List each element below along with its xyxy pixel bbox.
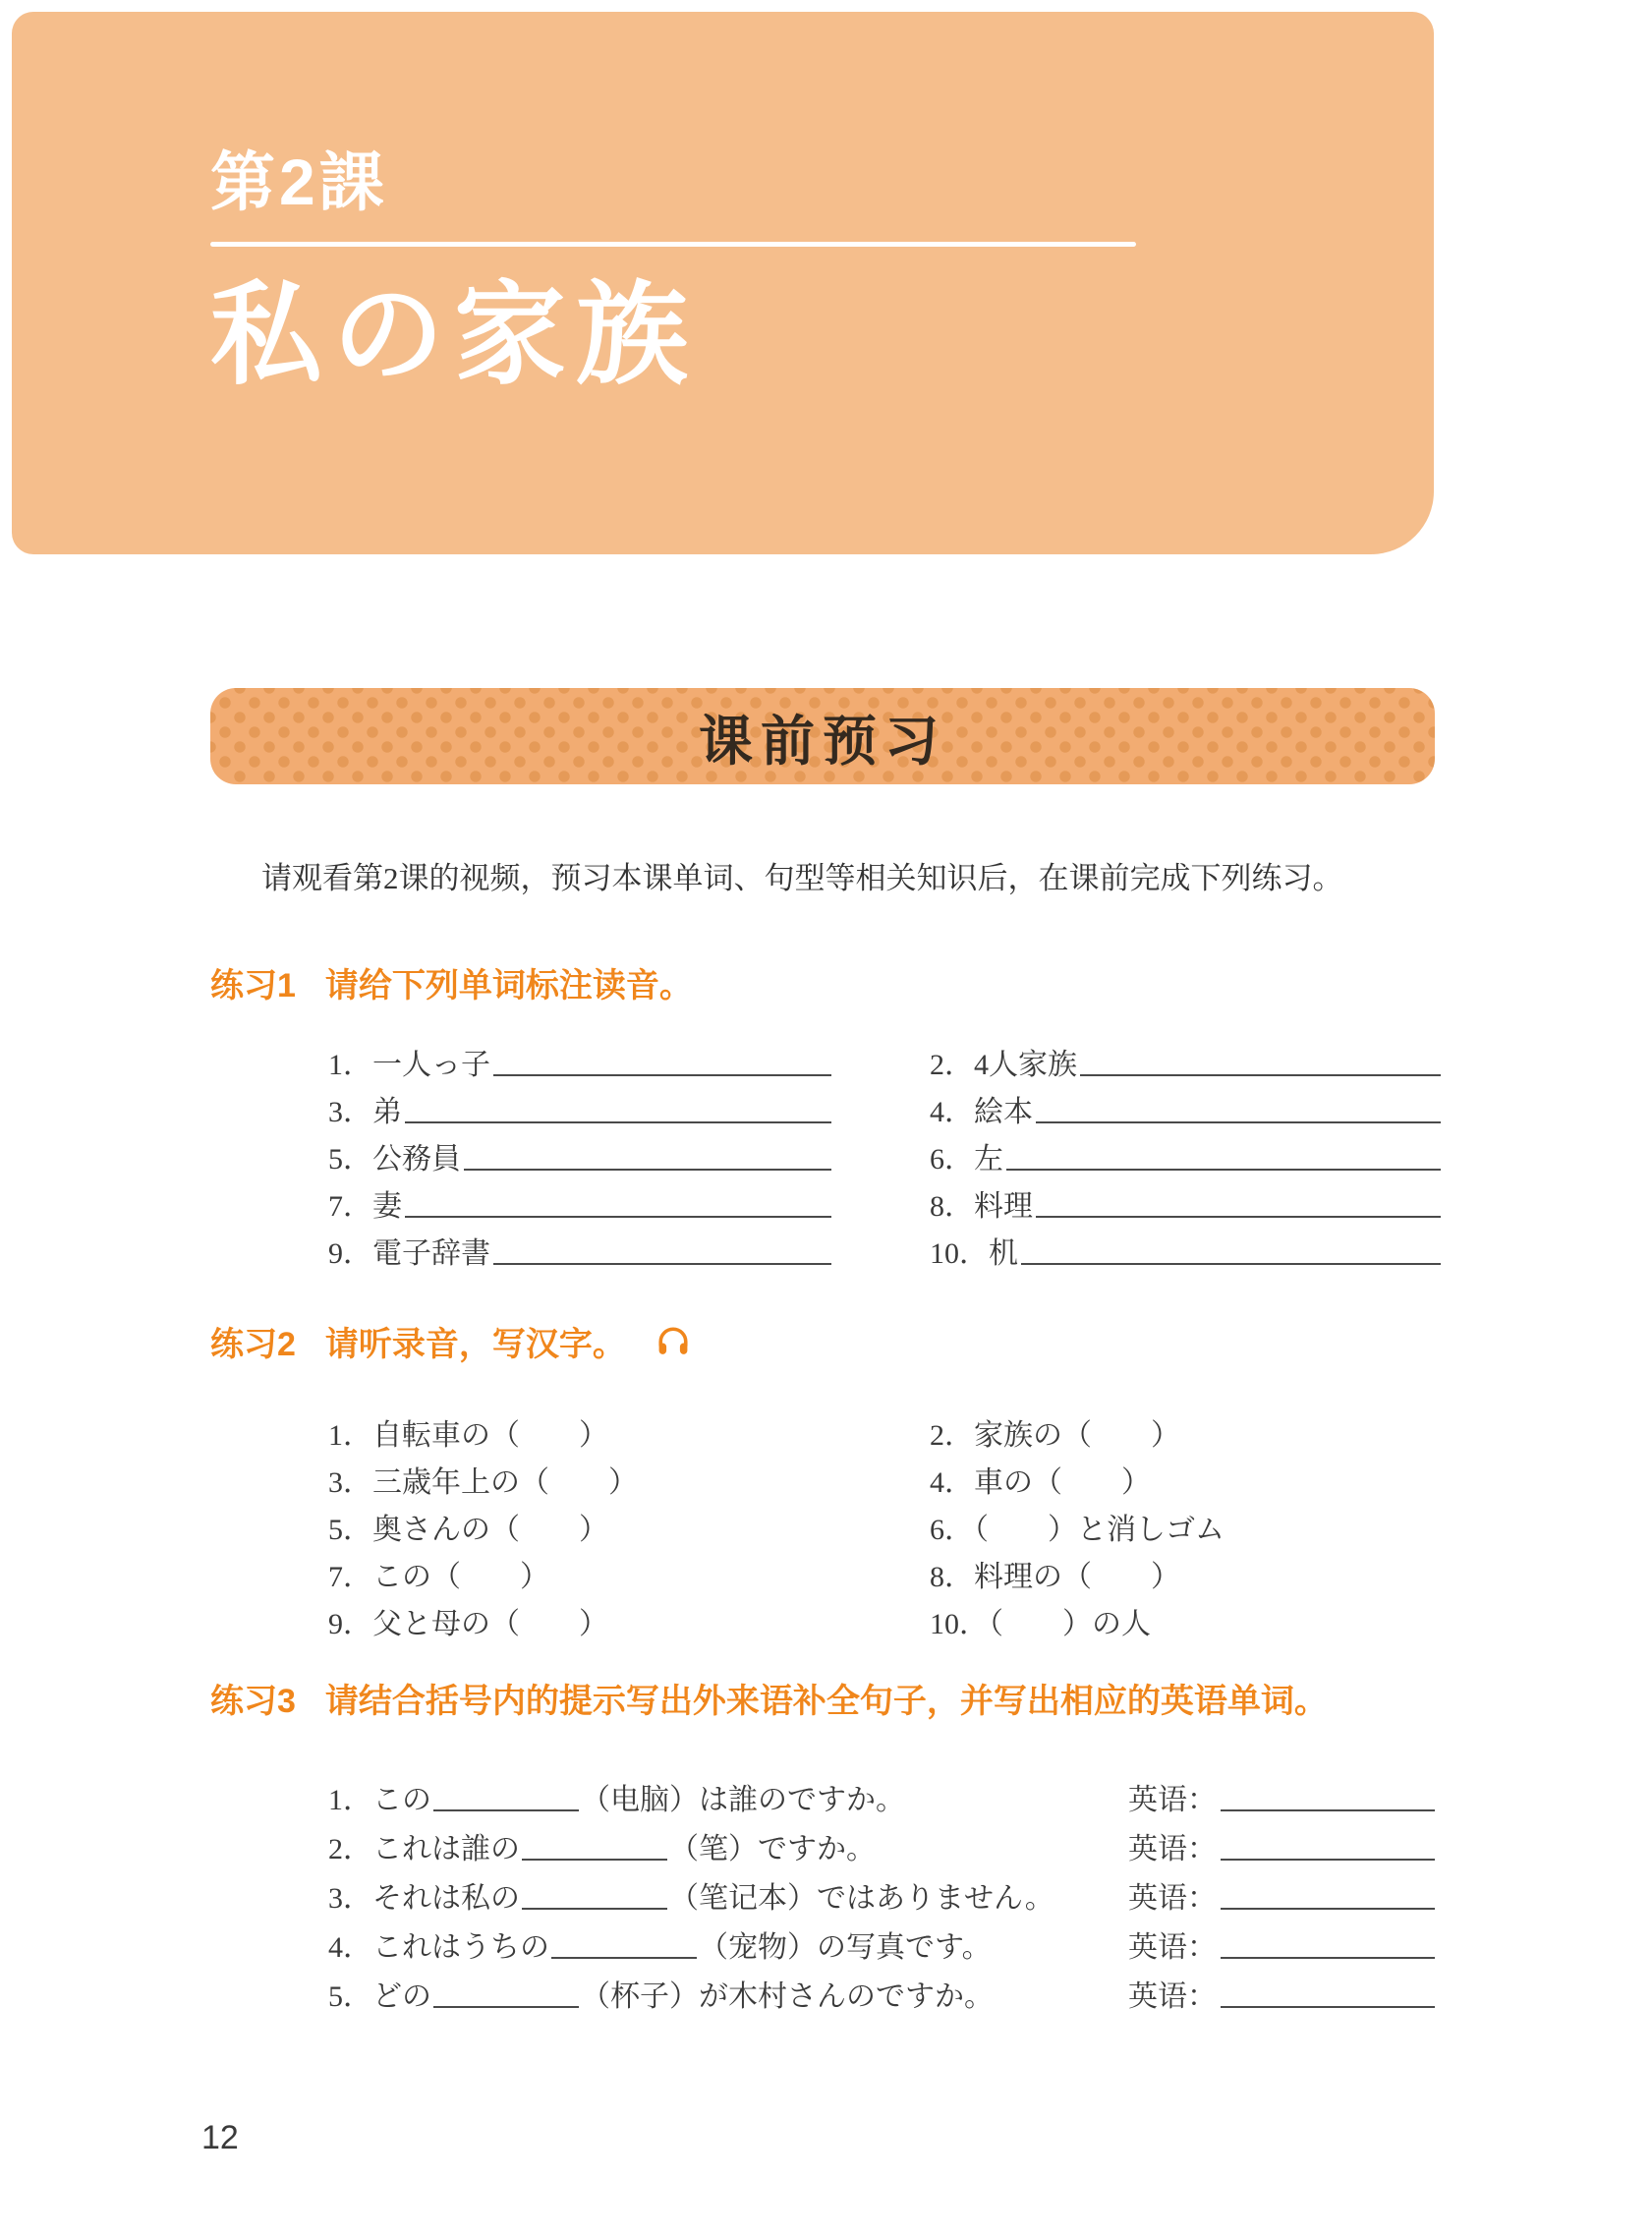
exercise2-label: 练习2 [210, 1326, 296, 1363]
item-text: 2．家族の（ ） [930, 1418, 1180, 1452]
exercise1-section [210, 958, 1451, 1272]
item-text: 9．電子辞書 [328, 1236, 490, 1270]
item-text: 2．4人家族 [930, 1048, 1077, 1081]
lesson-number: 第2課 [210, 145, 388, 218]
answer-blank [1036, 1121, 1441, 1123]
exercise2-instruction: 请听录音，写汉字。 [324, 1326, 626, 1363]
exercise3-instruction: 请结合括号内的提示写出外来语补全句子，并写出相应的英语单词。 [324, 1683, 1328, 1720]
item-text-post: （笔记本）ではありません。 [669, 1881, 1054, 1915]
answer-blank [464, 1169, 831, 1171]
list-item [328, 1083, 831, 1130]
exercise3-section [210, 1674, 1451, 2015]
item-text: 1．一人っ子 [328, 1048, 490, 1081]
list-item [328, 1036, 831, 1083]
item-text-pre: 3．それは私の [328, 1881, 520, 1915]
list-item [930, 1083, 1441, 1130]
list-item [328, 1177, 831, 1225]
page-number: 12 [201, 2119, 239, 2156]
list-item [328, 1818, 1451, 1867]
exercise1-label: 练习1 [210, 967, 296, 1004]
section-banner [210, 688, 1435, 784]
item-text: 5．公務員 [328, 1142, 461, 1176]
lesson-title: 私の家族 [210, 273, 699, 398]
item-text-post: （杯子）が木村さんのですか。 [581, 1979, 994, 2013]
list-item [930, 1595, 1441, 1642]
list-item [328, 1548, 831, 1595]
list-item [930, 1406, 1441, 1454]
item-text: 9．父と母の（ ） [328, 1607, 608, 1640]
item-text-post: （笔）ですか。 [669, 1832, 876, 1865]
list-item [930, 1501, 1441, 1548]
item-text: 10．机 [930, 1236, 1018, 1270]
answer-blank [433, 2006, 579, 2008]
english-label: 英语： [1128, 1783, 1217, 1816]
english-answer [1128, 1880, 1435, 1918]
exercise1-list [328, 1036, 1451, 1272]
english-answer-blank [1221, 1957, 1435, 1959]
item-text: 6．（ ）と消しゴム [930, 1513, 1225, 1546]
english-label: 英语： [1128, 1832, 1217, 1865]
item-text: 10．（ ）の人 [930, 1607, 1151, 1640]
english-answer [1128, 1929, 1435, 1967]
item-text-pre: 4．これはうちの [328, 1930, 549, 1964]
exercise3-list [328, 1769, 1451, 2015]
answer-blank [1036, 1216, 1441, 1218]
answer-blank [522, 1908, 667, 1910]
answer-blank [433, 1809, 579, 1811]
exercise2-heading [210, 1317, 1451, 1365]
english-answer-blank [1221, 1908, 1435, 1910]
item-text: 8．料理 [930, 1189, 1033, 1223]
section-banner-title: 课前预习 [698, 710, 946, 772]
answer-blank [405, 1121, 831, 1123]
item-text: 3．三歳年上の（ ） [328, 1465, 638, 1499]
exercise2-list [328, 1406, 1451, 1642]
list-item [930, 1548, 1441, 1595]
english-answer [1128, 1782, 1435, 1819]
item-text: 4．絵本 [930, 1095, 1033, 1128]
item-text: 7．妻 [328, 1189, 402, 1223]
item-text-post: （电脑）は誰のですか。 [581, 1783, 905, 1816]
exercise3-label: 练习3 [210, 1683, 296, 1720]
english-label: 英语： [1128, 1881, 1217, 1915]
item-text: 4．車の（ ） [930, 1465, 1151, 1499]
list-item [328, 1966, 1451, 2015]
answer-blank [1006, 1169, 1441, 1171]
item-text: 5．奥さんの（ ） [328, 1513, 608, 1546]
list-item [930, 1225, 1441, 1272]
list-item [328, 1225, 831, 1272]
header-divider [210, 242, 1136, 247]
lesson-header [12, 12, 1434, 554]
item-text-pre: 2．これは誰の [328, 1832, 520, 1865]
english-label: 英语： [1128, 1930, 1217, 1964]
item-text: 1．自転車の（ ） [328, 1418, 608, 1452]
list-item [328, 1917, 1451, 1966]
list-item [930, 1036, 1441, 1083]
answer-blank [493, 1263, 831, 1265]
item-text-pre: 1．この [328, 1783, 431, 1816]
intro-paragraph: 请观看第2课的视频，预习本课单词、句型等相关知识后，在课前完成下列练习。 [261, 861, 1343, 895]
list-item [328, 1454, 831, 1501]
english-answer-blank [1221, 1809, 1435, 1811]
item-text: 3．弟 [328, 1095, 402, 1128]
exercise3-heading [210, 1674, 1451, 1722]
item-text: 7．この（ ） [328, 1560, 549, 1593]
answer-blank [1080, 1074, 1441, 1076]
exercise1-instruction: 请给下列单词标注读音。 [324, 967, 693, 1004]
answer-blank [1021, 1263, 1441, 1265]
answer-blank [493, 1074, 831, 1076]
item-text-post: （宠物）の写真です。 [699, 1930, 992, 1964]
item-text-pre: 5．どの [328, 1979, 431, 2013]
english-label: 英语： [1128, 1979, 1217, 2013]
list-item [930, 1130, 1441, 1177]
list-item [328, 1867, 1451, 1917]
list-item [328, 1769, 1451, 1818]
exercise1-heading [210, 958, 1451, 1006]
exercise2-section [210, 1317, 1451, 1642]
item-text: 6．左 [930, 1142, 1003, 1176]
english-answer-blank [1221, 2006, 1435, 2008]
headphones-icon [655, 1324, 691, 1359]
list-item [930, 1177, 1441, 1225]
list-item [328, 1595, 831, 1642]
answer-blank [551, 1957, 697, 1959]
item-text: 8．料理の（ ） [930, 1560, 1180, 1593]
list-item [930, 1454, 1441, 1501]
english-answer [1128, 1831, 1435, 1868]
english-answer-blank [1221, 1859, 1435, 1861]
answer-blank [405, 1216, 831, 1218]
list-item [328, 1501, 831, 1548]
answer-blank [522, 1859, 667, 1861]
list-item [328, 1130, 831, 1177]
english-answer [1128, 1979, 1435, 2016]
list-item [328, 1406, 831, 1454]
